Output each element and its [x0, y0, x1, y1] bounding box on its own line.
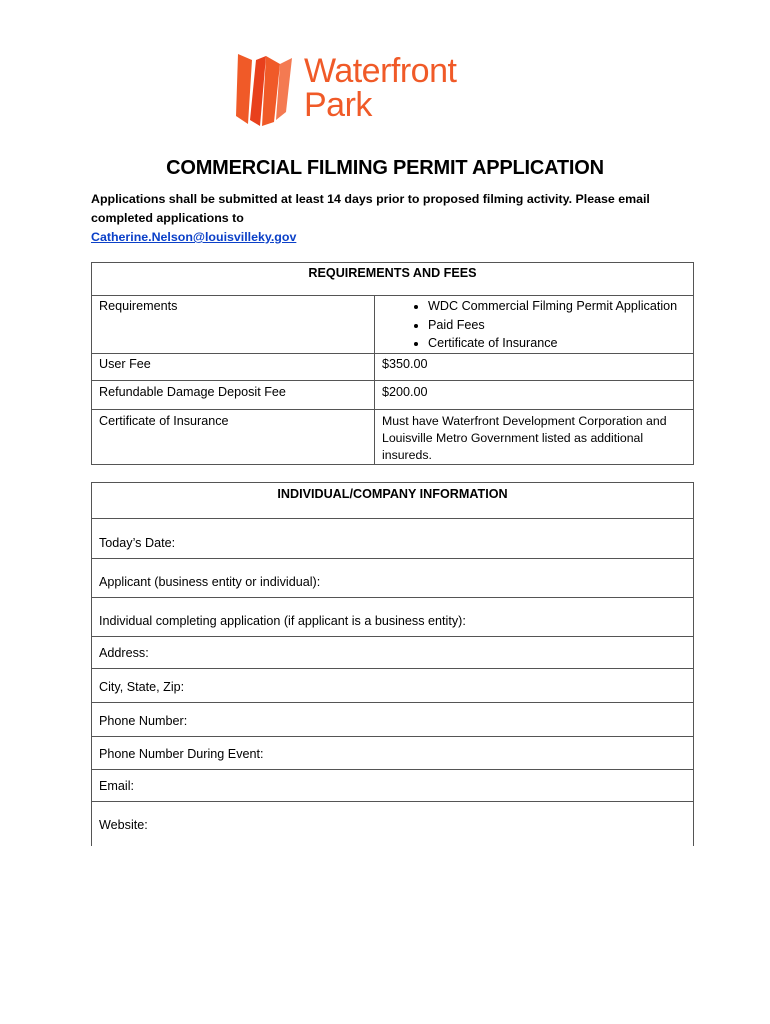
- page-title: COMMERCIAL FILMING PERMIT APPLICATION: [166, 157, 604, 179]
- contact-email-link[interactable]: Catherine.Nelson@louisvilleky.gov: [91, 230, 297, 244]
- logo-mark-icon: [236, 50, 300, 128]
- todays-date-field[interactable]: Today’s Date:: [92, 519, 694, 559]
- deposit-fee-label: Refundable Damage Deposit Fee: [92, 380, 375, 409]
- requirement-item: • Certificate of Insurance: [428, 334, 693, 353]
- requirements-list: [382, 297, 693, 353]
- requirements-heading: REQUIREMENTS AND FEES: [92, 263, 694, 296]
- intro-text: Applications shall be submitted at least 14 days prior to proposed filming activity. Please email completed applications to: [91, 192, 650, 225]
- requirement-item: • Paid Fees: [428, 316, 693, 335]
- deposit-fee-value: $200.00: [375, 380, 694, 409]
- requirements-table: [91, 262, 694, 465]
- event-phone-field[interactable]: Phone Number During Event:: [92, 737, 694, 770]
- applicant-field[interactable]: Applicant (business entity or individual):: [92, 559, 694, 598]
- logo-wordmark: [304, 54, 456, 122]
- applicant-info-table: [91, 482, 694, 846]
- address-field[interactable]: Address:: [92, 637, 694, 669]
- insurance-label: Certificate of Insurance: [92, 409, 375, 464]
- individual-completing-field[interactable]: Individual completing application (if applicant is a business entity):: [92, 598, 694, 637]
- website-field[interactable]: Website:: [92, 802, 694, 846]
- user-fee-label: User Fee: [92, 353, 375, 380]
- email-field[interactable]: Email:: [92, 770, 694, 802]
- waterfront-park-logo: [236, 50, 486, 128]
- requirements-label: Requirements: [92, 296, 375, 354]
- city-state-zip-field[interactable]: City, State, Zip:: [92, 669, 694, 703]
- requirements-list-cell: [375, 296, 694, 354]
- logo-line-1: Waterfront: [304, 52, 457, 90]
- info-heading: INDIVIDUAL/COMPANY INFORMATION: [92, 483, 694, 519]
- phone-number-field[interactable]: Phone Number:: [92, 703, 694, 737]
- logo-line-2: Park: [304, 86, 372, 124]
- insurance-note: Must have Waterfront Development Corporation and Louisville Metro Government listed as additional insureds.: [375, 409, 694, 464]
- requirement-item: • WDC Commercial Filming Permit Application: [428, 297, 693, 316]
- user-fee-value: $350.00: [375, 353, 694, 380]
- intro-paragraph: [91, 190, 681, 247]
